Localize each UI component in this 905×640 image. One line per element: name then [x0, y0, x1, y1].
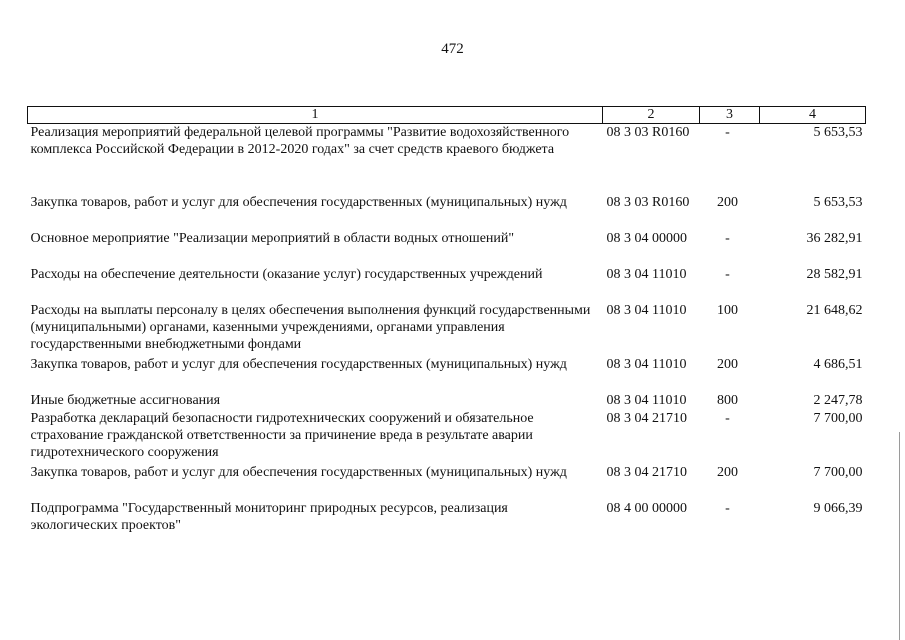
- row-name: Расходы на выплаты персоналу в целях обеспечения выполнения функций государственными (муниципальными) органами, казенными учреждениями, органами управления государственными внебюджетными фондами: [30, 302, 591, 352]
- page-number: 472: [441, 41, 464, 57]
- row-type: -: [725, 500, 730, 516]
- row-name: Разработка деклараций безопасности гидротехнических сооружений и обязательное страхование гражданской ответственности за причинение вреда в результате аварии гидротехнического сооружения: [30, 410, 534, 460]
- row-name: Основное мероприятие "Реализации мероприятий в области водных отношений": [30, 230, 515, 246]
- row-amount: 36 282,91: [806, 230, 863, 246]
- row-amount: 2 247,78: [813, 392, 863, 408]
- row-amount: 21 648,62: [806, 302, 863, 318]
- header-col-3: 3: [700, 107, 760, 124]
- header-col-4: 4: [760, 107, 866, 124]
- row-name: Подпрограмма "Государственный мониторинг природных ресурсов, реализация экологических проектов": [30, 500, 508, 533]
- row-type: -: [725, 125, 730, 140]
- row-type: 200: [717, 356, 738, 372]
- row-type: 800: [717, 392, 738, 408]
- row-code: 08 4 00 00000: [606, 500, 687, 516]
- row-amount: 5 653,53: [813, 194, 863, 210]
- table-row: [28, 302, 866, 356]
- row-code: 08 3 04 11010: [606, 266, 687, 282]
- row-type: -: [725, 410, 730, 426]
- row-code: 08 3 04 11010: [606, 356, 687, 372]
- row-code: 08 3 03 R0160: [606, 125, 690, 140]
- row-type: 100: [717, 302, 738, 318]
- row-name: Закупка товаров, работ и услуг для обеспечения государственных (муниципальных) нужд: [30, 194, 567, 210]
- row-code: 08 3 03 R0160: [606, 194, 690, 210]
- row-amount: 28 582,91: [806, 266, 863, 282]
- table-row: [28, 410, 866, 464]
- row-amount: 7 700,00: [813, 410, 863, 426]
- row-name: Закупка товаров, работ и услуг для обеспечения государственных (муниципальных) нужд: [30, 356, 567, 372]
- header-row: [28, 107, 866, 124]
- header-col-1: 1: [28, 107, 603, 124]
- row-amount: 7 700,00: [813, 464, 863, 480]
- row-type: -: [725, 266, 730, 282]
- row-code: 08 3 04 21710: [606, 410, 687, 426]
- row-name: Расходы на обеспечение деятельности (оказание услуг) государственных учреждений: [30, 266, 543, 282]
- scan-edge-line: [899, 432, 900, 640]
- row-amount: 9 066,39: [813, 500, 863, 516]
- row-type: 200: [717, 194, 738, 210]
- table-row: [28, 356, 866, 392]
- header-col-2: 2: [603, 107, 700, 124]
- row-name: Иные бюджетные ассигнования: [30, 392, 221, 408]
- row-type: -: [725, 230, 730, 246]
- table-row: [28, 392, 866, 410]
- table-row: [28, 464, 866, 500]
- row-amount: 4 686,51: [813, 356, 863, 372]
- row-amount: 5 653,53: [813, 125, 863, 140]
- row-name: Закупка товаров, работ и услуг для обеспечения государственных (муниципальных) нужд: [30, 464, 567, 480]
- table-row: [28, 194, 866, 230]
- row-code: 08 3 04 11010: [606, 392, 687, 408]
- table-row: [28, 266, 866, 302]
- row-code: 08 3 04 21710: [606, 464, 687, 480]
- table-row: [28, 500, 866, 536]
- budget-table: [27, 106, 866, 536]
- row-name: Реализация мероприятий федеральной целевой программы "Развитие водохозяйственного комплекса Российской Федерации в 2012-2020 годах" за счет средств краевого бюджета: [30, 125, 570, 157]
- row-code: 08 3 04 11010: [606, 302, 687, 318]
- table-row: [28, 124, 866, 194]
- row-code: 08 3 04 00000: [606, 230, 687, 246]
- row-type: 200: [717, 464, 738, 480]
- table-row: [28, 230, 866, 266]
